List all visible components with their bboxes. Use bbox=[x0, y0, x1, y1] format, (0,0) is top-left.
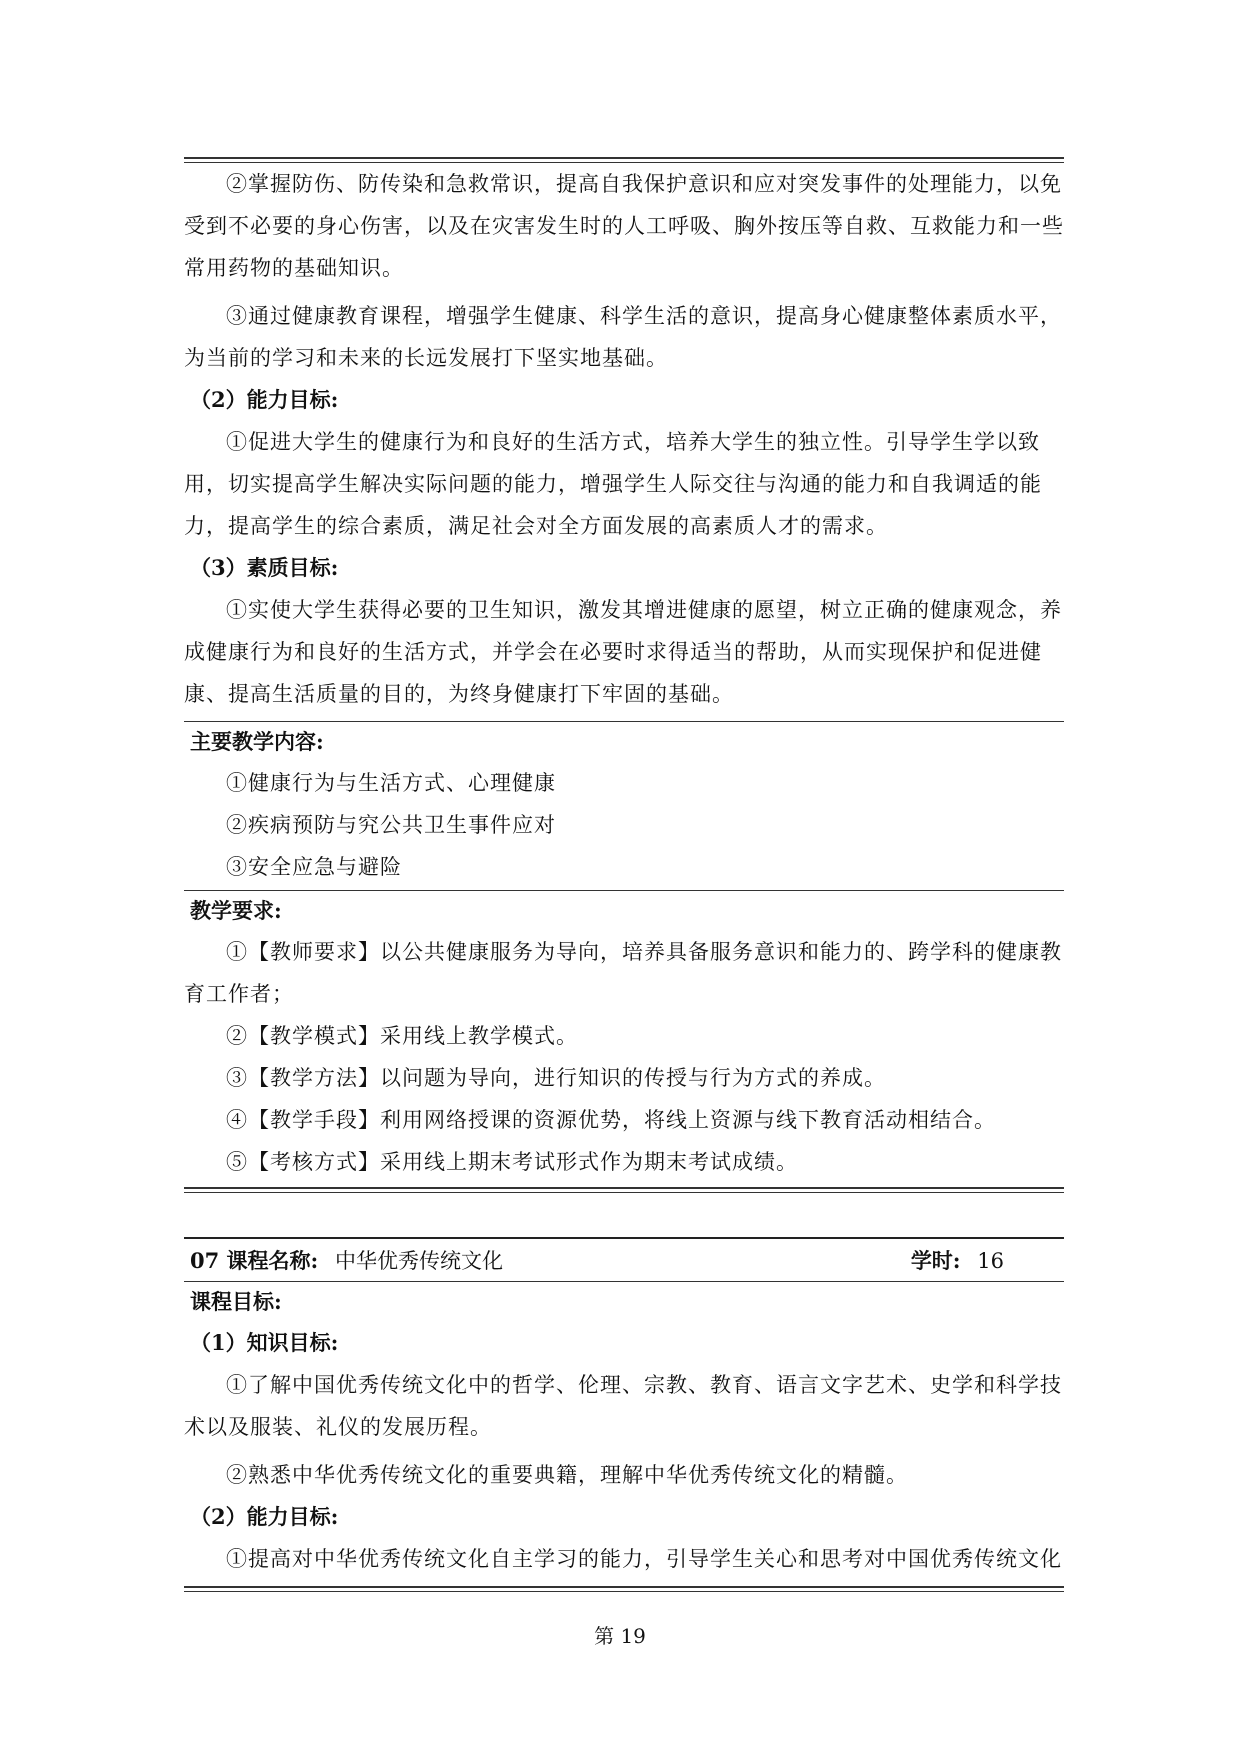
knowledge-goal-label: （1）知识目标: bbox=[190, 1330, 339, 1355]
content-item: ③安全应急与避险 bbox=[226, 855, 402, 879]
ability-item: ①促进大学生的健康行为和良好的生活方式，培养大学生的独立性。引导学生学以致用，切实提高学生解决实际问题的能力，增强学生人际交往与沟通的能力和自我调适的能力，提高学生的综合素质，满足社会对全方面发展的高素质人才的需求。 bbox=[184, 430, 1042, 538]
ability-goal-label: （2）能力目标: bbox=[190, 1504, 339, 1529]
requirement-item: ⑤【考核方式】采用线上期末考试形式作为期末考试成绩。 bbox=[226, 1150, 798, 1174]
table-bottom-rule bbox=[184, 1586, 1064, 1592]
document-page bbox=[184, 157, 1064, 1592]
content-item: ②疾病预防与究公共卫生事件应对 bbox=[226, 813, 556, 837]
quality-item: ①实使大学生获得必要的卫生知识，激发其增进健康的愿望，树立正确的健康观念，养成健康行为和良好的生活方式，并学会在必要时求得适当的帮助，从而实现保护和促进健康、提高生活质量的目的，为终身健康打下牢固的基础。 bbox=[184, 598, 1062, 706]
requirement-item: ③【教学方法】以问题为导向，进行知识的传授与行为方式的养成。 bbox=[226, 1066, 886, 1090]
teaching-requirements-label: 教学要求: bbox=[190, 898, 282, 923]
teaching-content-label: 主要教学内容: bbox=[190, 729, 324, 754]
knowledge-item: ②熟悉中华优秀传统文化的重要典籍，理解中华优秀传统文化的精髓。 bbox=[226, 1463, 908, 1487]
knowledge-item: ③通过健康教育课程，增强学生健康、科学生活的意识，提高身心健康整体素质水平，为当前的学习和未来的长远发展打下坚实地基础。 bbox=[184, 304, 1062, 370]
hours-value: 16 bbox=[977, 1249, 1004, 1273]
course-hours bbox=[911, 1245, 1004, 1275]
course-title bbox=[190, 1245, 503, 1275]
hours-label: 学时: bbox=[910, 1248, 961, 1273]
ability-item: ①提高对中华优秀传统文化自主学习的能力，引导学生关心和思考对中国优秀传统文化 bbox=[226, 1547, 1062, 1571]
course-name: 中华优秀传统文化 bbox=[334, 1249, 503, 1273]
page-number: 第 19 bbox=[594, 1624, 646, 1648]
knowledge-item: ①了解中国优秀传统文化中的哲学、伦理、宗教、教育、语言文字艺术、史学和科学技术以及服装、礼仪的发展历程。 bbox=[184, 1373, 1062, 1439]
requirement-item: ②【教学模式】采用线上教学模式。 bbox=[226, 1024, 578, 1048]
requirement-item: ④【教学手段】利用网络授课的资源优势，将线上资源与线下教育活动相结合。 bbox=[226, 1108, 996, 1132]
course-name-label: 07 课程名称: bbox=[190, 1248, 319, 1273]
course-goals-label: 课程目标: bbox=[190, 1289, 282, 1314]
knowledge-item: ②掌握防伤、防传染和急救常识，提高自我保护意识和应对突发事件的处理能力，以免受到不必要的身心伤害，以及在灾害发生时的人工呼吸、胸外按压等自救、互救能力和一些常用药物的基础知识。 bbox=[184, 172, 1064, 280]
requirement-item: ①【教师要求】以公共健康服务为导向，培养具备服务意识和能力的、跨学科的健康教育工作者； bbox=[184, 940, 1062, 1006]
content-item: ①健康行为与生活方式、心理健康 bbox=[226, 771, 556, 795]
ability-goal-label: （2）能力目标: bbox=[190, 387, 339, 412]
course-header-row bbox=[184, 1239, 1064, 1281]
quality-goal-label: （3）素质目标: bbox=[190, 555, 339, 580]
